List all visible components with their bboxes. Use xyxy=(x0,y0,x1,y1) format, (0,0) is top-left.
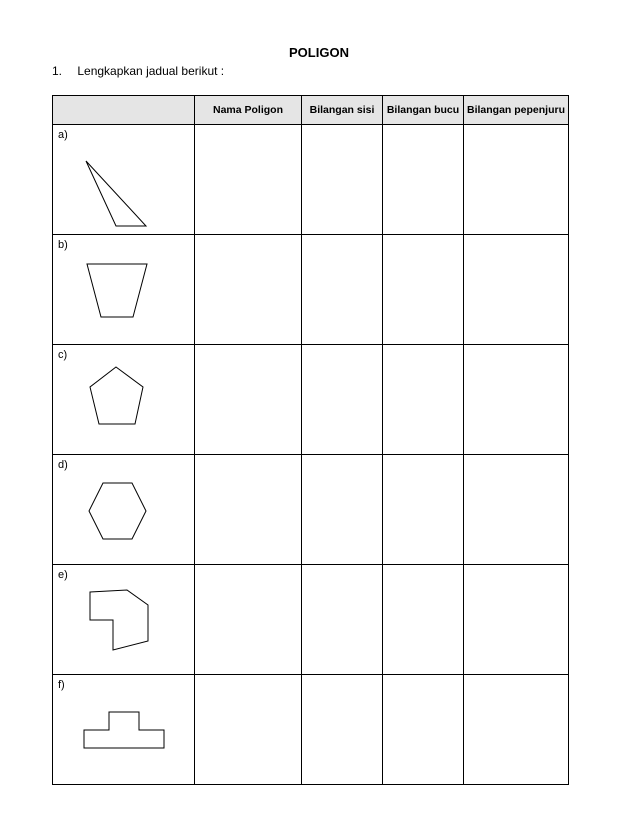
answer-bilangan-bucu[interactable] xyxy=(383,125,464,235)
shape-cell xyxy=(53,675,195,785)
row-label: b) xyxy=(58,239,68,251)
table-row xyxy=(53,125,569,235)
answer-bilangan-bucu[interactable] xyxy=(383,675,464,785)
answer-nama-poligon[interactable] xyxy=(195,345,302,455)
table-row xyxy=(53,675,569,785)
instruction-text: Lengkapkan jadual berikut : xyxy=(77,64,225,78)
answer-nama-poligon[interactable] xyxy=(195,455,302,565)
t-shaped-octagon-icon xyxy=(78,687,178,777)
answer-nama-poligon[interactable] xyxy=(195,235,302,345)
answer-nama-poligon[interactable] xyxy=(195,565,302,675)
pentagon-icon xyxy=(78,357,178,447)
header-bilangan-bucu: Bilangan bucu xyxy=(383,96,464,125)
hexagon-icon xyxy=(78,467,178,557)
row-label: f) xyxy=(58,679,65,691)
row-label: d) xyxy=(58,459,68,471)
answer-bilangan-sisi[interactable] xyxy=(302,565,383,675)
answer-bilangan-bucu[interactable] xyxy=(383,345,464,455)
answer-bilangan-pepenjuru[interactable] xyxy=(464,455,569,565)
table-row xyxy=(53,565,569,675)
shape-cell xyxy=(53,345,195,455)
polygon-table xyxy=(52,95,569,785)
answer-bilangan-pepenjuru[interactable] xyxy=(464,565,569,675)
answer-bilangan-pepenjuru[interactable] xyxy=(464,125,569,235)
header-bilangan-pepenjuru: Bilangan pepenjuru xyxy=(464,96,569,125)
instruction xyxy=(52,64,224,78)
header-bilangan-sisi: Bilangan sisi xyxy=(302,96,383,125)
header-nama-poligon: Nama Poligon xyxy=(195,96,302,125)
answer-bilangan-pepenjuru[interactable] xyxy=(464,345,569,455)
shape-cell xyxy=(53,235,195,345)
trapezium-icon xyxy=(78,247,178,337)
answer-nama-poligon[interactable] xyxy=(195,675,302,785)
table-header-row xyxy=(53,96,569,125)
answer-bilangan-bucu[interactable] xyxy=(383,235,464,345)
answer-bilangan-bucu[interactable] xyxy=(383,455,464,565)
question-number: 1. xyxy=(52,64,63,78)
table-row xyxy=(53,235,569,345)
answer-bilangan-pepenjuru[interactable] xyxy=(464,235,569,345)
row-label: e) xyxy=(58,569,68,581)
header-shape xyxy=(53,96,195,125)
answer-bilangan-sisi[interactable] xyxy=(302,125,383,235)
answer-bilangan-pepenjuru[interactable] xyxy=(464,675,569,785)
table-row xyxy=(53,455,569,565)
row-label: a) xyxy=(58,129,68,141)
answer-bilangan-sisi[interactable] xyxy=(302,345,383,455)
triangle-icon xyxy=(78,137,178,227)
answer-bilangan-bucu[interactable] xyxy=(383,565,464,675)
answer-bilangan-sisi[interactable] xyxy=(302,675,383,785)
answer-nama-poligon[interactable] xyxy=(195,125,302,235)
irregular-hexagon-icon xyxy=(78,577,178,667)
answer-bilangan-sisi[interactable] xyxy=(302,235,383,345)
answer-bilangan-sisi[interactable] xyxy=(302,455,383,565)
page-title: POLIGON xyxy=(289,45,349,60)
table-row xyxy=(53,345,569,455)
shape-cell xyxy=(53,455,195,565)
shape-cell xyxy=(53,125,195,235)
row-label: c) xyxy=(58,349,68,361)
shape-cell xyxy=(53,565,195,675)
